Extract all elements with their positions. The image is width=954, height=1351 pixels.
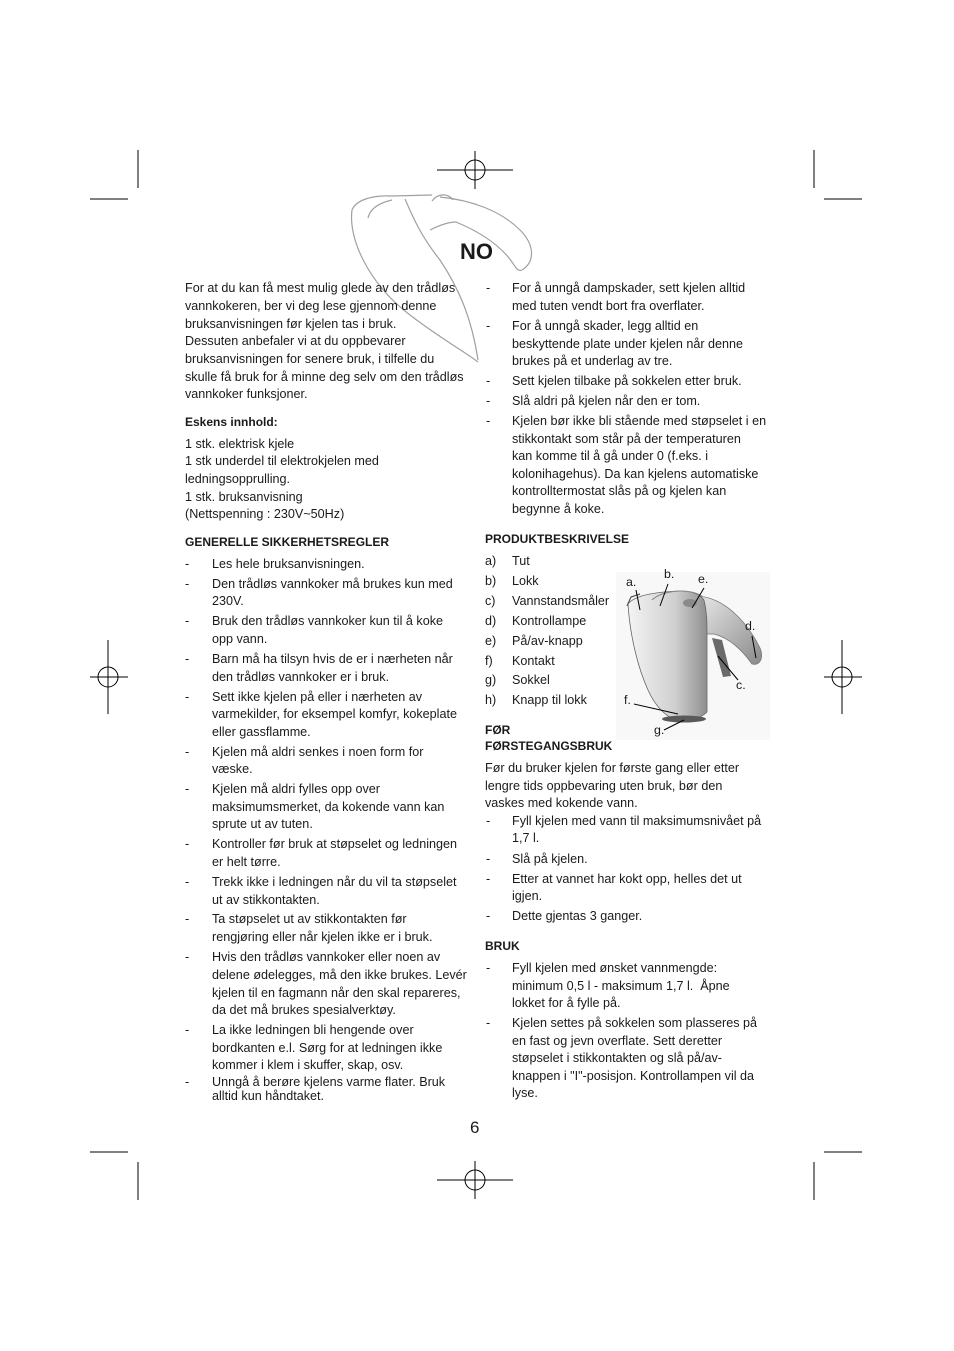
- use-heading: BRUK: [485, 939, 520, 953]
- bullet-dash: -: [486, 319, 491, 333]
- safety-item-text: beskyttende plate under kjelen når denne: [512, 337, 744, 351]
- safety-item-text: Kjelen bør ikke bli stående med støpselet i en: [512, 414, 767, 428]
- safety-item-text: kommer i klem i skuffer, skap, osv.: [212, 1058, 404, 1072]
- intro-line: bruksanvisningen for senere bruk, i tilfelle du: [185, 352, 435, 366]
- bullet-dash: -: [185, 875, 190, 889]
- part-key: f): [485, 654, 493, 668]
- intro-line: For at du kan få mest mulig glede av den trådløs: [185, 281, 456, 295]
- safety-item-text: rengjøring eller når kjelen ikke er i bruk.: [212, 930, 433, 944]
- bullet-dash: -: [185, 745, 190, 759]
- safety-item-text: med tuten vendt bort fra overflater.: [512, 299, 705, 313]
- safety-item-text: alltid kun håndtaket.: [212, 1089, 325, 1103]
- bullet-dash: -: [185, 577, 190, 591]
- safety-heading: GENERELLE SIKKERHETSREGLER: [185, 535, 390, 549]
- product-heading: PRODUKTBESKRIVELSE: [485, 532, 630, 546]
- registration-mark-left: [90, 640, 128, 714]
- safety-item-text: Unngå å berøre kjelens varme flater. Bruk: [212, 1075, 446, 1089]
- safety-item-text: For å unngå dampskader, sett kjelen alltid: [512, 281, 746, 295]
- diagram-label-a: a.: [626, 575, 637, 589]
- safety-item-text: da det må brukes spesialverktøy.: [212, 1003, 396, 1017]
- diagram-label-g: g.: [654, 723, 665, 737]
- box-contents-line: (Nettspenning : 230V~50Hz): [185, 507, 345, 521]
- safety-item-text: brukes på et underlag av tre.: [512, 354, 673, 368]
- bullet-dash: -: [486, 872, 491, 886]
- bullet-dash: -: [185, 690, 190, 704]
- safety-item-text: Sett ikke kjelen på eller i nærheten av: [212, 690, 423, 704]
- bullet-dash: -: [185, 837, 190, 851]
- registration-mark-right: [824, 640, 862, 714]
- intro-line: skulle få bruk for å minne deg selv om den trådløs: [185, 370, 464, 384]
- first-use-intro-line: vaskes med kokende vann.: [485, 796, 638, 810]
- first-use-item-text: Dette gjentas 3 ganger.: [512, 909, 643, 923]
- use-item-text: minimum 0,5 l - maksimum 1,7 l. Åpne: [512, 979, 730, 993]
- registration-mark-top: [437, 151, 513, 189]
- safety-item-text: opp vann.: [212, 632, 268, 646]
- part-name: Knapp til lokk: [512, 693, 587, 707]
- bullet-dash: -: [486, 414, 491, 428]
- part-key: d): [485, 614, 497, 628]
- bullet-dash: -: [486, 374, 491, 388]
- part-key: c): [485, 594, 496, 608]
- use-item-text: lyse.: [512, 1086, 538, 1100]
- safety-item-text: La ikke ledningen bli hengende over: [212, 1023, 414, 1037]
- box-contents-line: 1 stk underdel til elektrokjelen med: [185, 454, 379, 468]
- safety-item-text: Den trådløs vannkoker må brukes kun med: [212, 577, 453, 591]
- safety-item-text: eller gassflamme.: [212, 725, 311, 739]
- use-item-text: en fast og jevn overflate. Sett deretter: [512, 1034, 723, 1048]
- safety-item-text: Les hele bruksanvisningen.: [212, 557, 365, 571]
- box-contents-line: ledningsopprulling.: [185, 472, 291, 486]
- first-use-item-text: Fyll kjelen med vann til maksimumsnivået på: [512, 814, 762, 828]
- bullet-dash: -: [185, 1023, 190, 1037]
- safety-item-text: Kjelen må aldri fylles opp over: [212, 782, 380, 796]
- product-diagram: [616, 572, 770, 740]
- part-key: a): [485, 554, 497, 568]
- safety-item-text: kontrolltermostat slås på og kjelen kan: [512, 484, 727, 498]
- page-number: 6: [470, 1118, 480, 1137]
- bullet-dash: -: [185, 1075, 190, 1089]
- first-use-heading: FØR: [485, 723, 511, 737]
- first-use-item-text: Slå på kjelen.: [512, 852, 588, 866]
- bullet-dash: -: [486, 1016, 491, 1030]
- safety-item-text: delene ødelegges, må den ikke brukes. Levér: [212, 968, 467, 982]
- safety-item-text: Sett kjelen tilbake på sokkelen etter bruk.: [512, 374, 742, 388]
- bullet-dash: -: [486, 814, 491, 828]
- part-name: På/av-knapp: [512, 634, 583, 648]
- diagram-label-f: f.: [624, 693, 631, 707]
- safety-item-text: Kjelen må aldri senkes i noen form for: [212, 745, 424, 759]
- kettle-base: [662, 716, 706, 723]
- safety-item-text: Trekk ikke i ledningen når du vil ta støpselet: [212, 875, 457, 889]
- use-item-text: Kjelen settes på sokkelen som plasseres på: [512, 1016, 758, 1030]
- first-use-item-text: igjen.: [512, 889, 543, 903]
- safety-item-text: maksimumsmerket, da kokende vann kan: [212, 800, 445, 814]
- intro-line: Dessuten anbefaler vi at du oppbevarer: [185, 334, 406, 348]
- safety-item-text: begynne å koke.: [512, 502, 605, 516]
- registration-mark-bottom: [437, 1161, 513, 1199]
- bullet-dash: -: [185, 557, 190, 571]
- bullet-dash: -: [185, 912, 190, 926]
- part-name: Sokkel: [512, 673, 550, 687]
- language-tag: NO: [460, 239, 493, 264]
- bullet-dash: -: [486, 394, 491, 408]
- first-use-intro-line: Før du bruker kjelen for første gang eller etter: [485, 761, 740, 775]
- bullet-dash: -: [185, 950, 190, 964]
- safety-item-text: er helt tørre.: [212, 855, 281, 869]
- safety-item-text: Hvis den trådløs vannkoker eller noen av: [212, 950, 441, 964]
- safety-item-text: stikkontakt som står på der temperaturen: [512, 432, 741, 446]
- safety-item-text: Bruk den trådløs vannkoker kun til å koke: [212, 614, 443, 628]
- intro-line: bruksanvisningen før kjelen tas i bruk.: [185, 317, 397, 331]
- diagram-label-c: c.: [736, 678, 746, 692]
- first-use-item-text: 1,7 l.: [512, 831, 540, 845]
- bullet-dash: -: [185, 614, 190, 628]
- part-key: b): [485, 574, 497, 588]
- safety-item-text: Kontroller før bruk at støpselet og ledningen: [212, 837, 458, 851]
- part-name: Tut: [512, 554, 530, 568]
- safety-item-text: kan komme til å gå under 0 (f.eks. i: [512, 449, 708, 463]
- bullet-dash: -: [185, 782, 190, 796]
- safety-item-text: den trådløs vannkoker er i bruk.: [212, 670, 390, 684]
- diagram-label-b: b.: [664, 567, 675, 581]
- safety-item-text: 230V.: [212, 594, 244, 608]
- safety-item-text: sprute ut av tuten.: [212, 817, 313, 831]
- part-name: Vannstandsmåler: [512, 594, 610, 608]
- first-use-heading: FØRSTEGANGSBRUK: [485, 739, 613, 753]
- bullet-dash: -: [486, 281, 491, 295]
- bullet-dash: -: [486, 961, 491, 975]
- box-contents-heading: Eskens innhold:: [185, 415, 278, 429]
- part-name: Kontrollampe: [512, 614, 587, 628]
- bullet-dash: -: [185, 652, 190, 666]
- sketch-spout-inner: [368, 200, 392, 218]
- part-name: Lokk: [512, 574, 539, 588]
- part-key: g): [485, 673, 497, 687]
- box-contents-line: 1 stk. elektrisk kjele: [185, 437, 295, 451]
- part-key: h): [485, 693, 497, 707]
- part-key: e): [485, 634, 497, 648]
- diagram-label-d: d.: [745, 619, 756, 633]
- safety-item-text: For å unngå skader, legg alltid en: [512, 319, 699, 333]
- safety-item-text: væske.: [212, 762, 253, 776]
- safety-item-text: Ta støpselet ut av stikkontakten før: [212, 912, 407, 926]
- intro-line: vannkokeren, ber vi deg lese gjennom denne: [185, 299, 437, 313]
- use-item-text: lokket for å fylle på.: [512, 996, 621, 1010]
- safety-item-text: ut av stikkontakten.: [212, 893, 320, 907]
- first-use-item-text: Etter at vannet har kokt opp, helles det ut: [512, 872, 742, 886]
- use-item-text: knappen i "I"-posisjon. Kontrollampen vil da: [512, 1069, 755, 1083]
- part-name: Kontakt: [512, 654, 555, 668]
- safety-item-text: bordkanten e.l. Sørg for at ledningen ikke: [212, 1041, 443, 1055]
- bullet-dash: -: [486, 909, 491, 923]
- diagram-label-e: e.: [698, 572, 709, 586]
- safety-item-text: Slå aldri på kjelen når den er tom.: [512, 394, 701, 408]
- safety-item-text: kolonihagehus). Da kan kjelens automatiske: [512, 467, 759, 481]
- sketch-spout: [352, 196, 392, 210]
- safety-item-text: Barn må ha tilsyn hvis de er i nærheten når: [212, 652, 453, 666]
- safety-item-text: varmekilder, for eksempel komfyr, kokeplate: [212, 707, 457, 721]
- first-use-intro-line: lengre tids oppbevaring uten bruk, bør den: [485, 779, 723, 793]
- safety-item-text: kjelen til en fagmann når den skal repareres,: [212, 986, 461, 1000]
- sketch-lid: [392, 195, 432, 196]
- use-item-text: støpselet i stikkontakten og slå på/av-: [512, 1051, 722, 1065]
- bullet-dash: -: [486, 852, 491, 866]
- intro-line: vannkoker funksjoner.: [185, 387, 308, 401]
- box-contents-line: 1 stk. bruksanvisning: [185, 490, 303, 504]
- use-item-text: Fyll kjelen med ønsket vannmengde:: [512, 961, 718, 975]
